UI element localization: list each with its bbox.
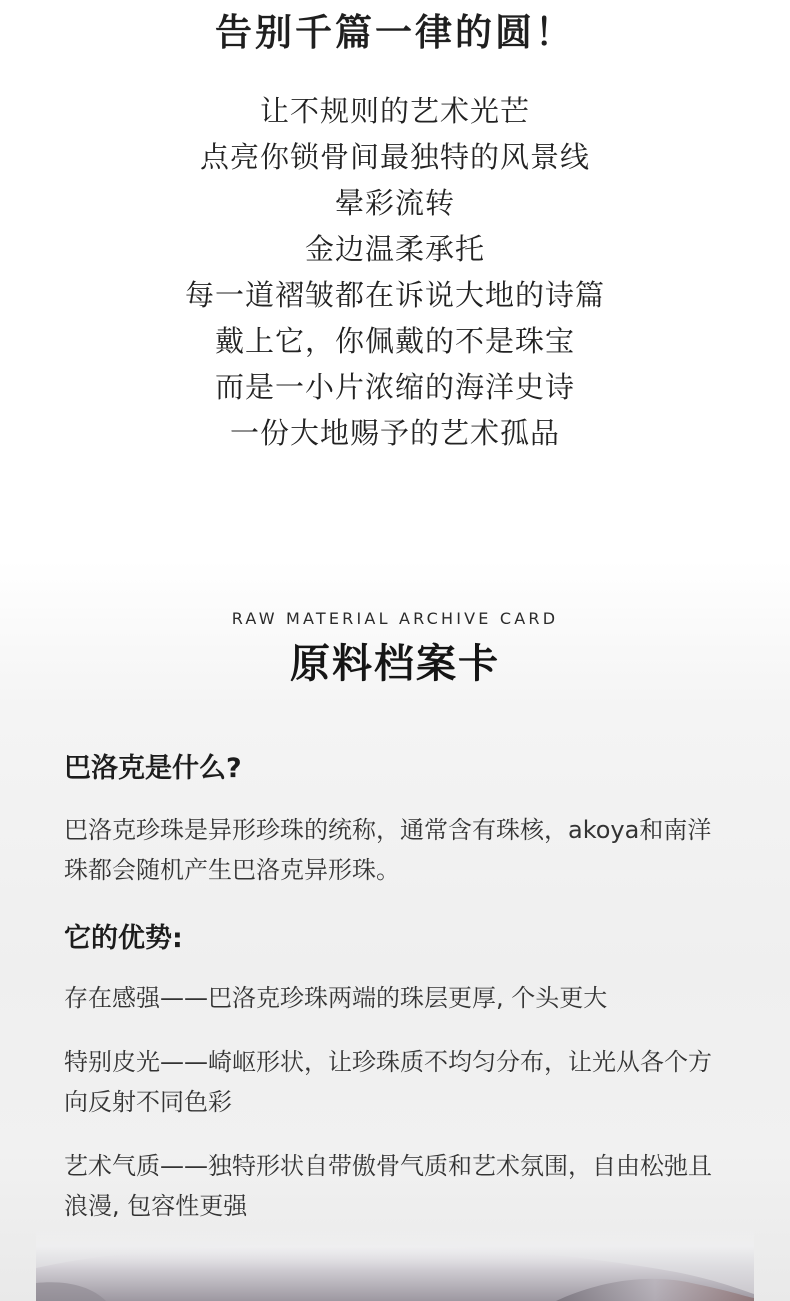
poem-line: 戴上它，你佩戴的不是珠宝: [214, 324, 575, 358]
advantages-heading: 它的优势:: [64, 923, 183, 954]
headline: 告别千篇一律的圆！: [215, 11, 575, 54]
card-subtitle: RAW MATERIAL ARCHIVE CARD: [231, 609, 559, 628]
what-heading: 巴洛克是什么?: [64, 753, 242, 784]
advantage-item: 艺术气质——独特形状自带傲骨气质和艺术氛围，自由松弛且浪漫, 包容性更强: [64, 1152, 712, 1220]
poem-line: 金边温柔承托: [304, 232, 485, 266]
pearl-photo: [36, 1228, 754, 1301]
poem-line: 让不规则的艺术光芒: [259, 94, 530, 128]
card-title: 原料档案卡: [290, 641, 500, 687]
pearl-shape: [36, 1228, 754, 1301]
advantage-item: 特别皮光——崎岖形状，让珍珠质不均匀分布，让光从各个方向反射不同色彩: [64, 1048, 712, 1116]
archive-card: [0, 560, 790, 1301]
poem-line: 每一道褶皱都在诉说大地的诗篇: [184, 278, 605, 312]
poem-line: 一份大地赐予的艺术孤品: [229, 416, 560, 450]
poem-line: 点亮你锁骨间最独特的风景线: [199, 140, 590, 174]
advantage-item: 存在感强——巴洛克珍珠两端的珠层更厚, 个头更大: [64, 984, 608, 1012]
top-section: [0, 0, 790, 560]
poem: [0, 88, 790, 456]
what-text: 巴洛克珍珠是异形珍珠的统称，通常含有珠核，akoya和南洋珠都会随机产生巴洛克异形珠。: [64, 816, 712, 884]
poem-line: 晕彩流转: [334, 186, 455, 220]
poem-line: 而是一小片浓缩的海洋史诗: [214, 370, 575, 404]
